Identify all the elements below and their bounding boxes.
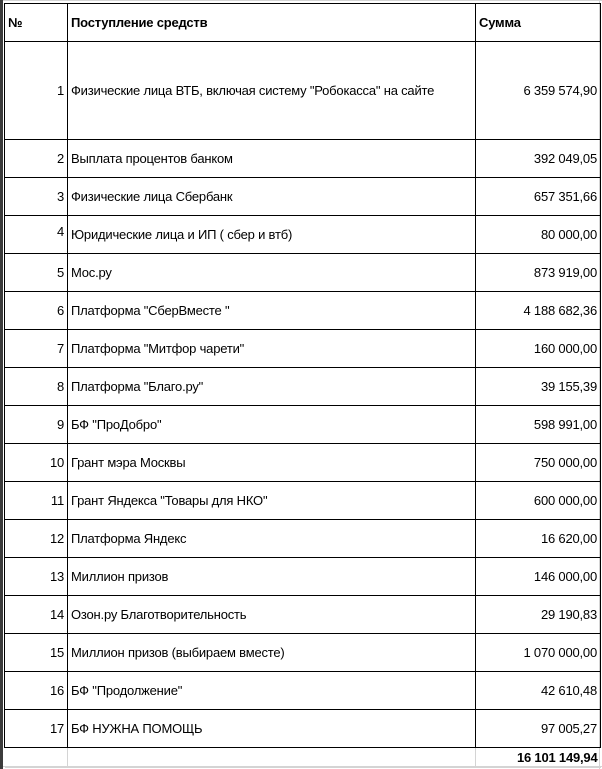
gridline [3,0,602,1]
row-amount[interactable]: 29 190,83 [476,596,601,634]
table-row [5,634,601,672]
table-row [5,254,601,292]
row-amount[interactable]: 146 000,00 [476,558,601,596]
row-amount[interactable]: 873 919,00 [476,254,601,292]
row-number[interactable]: 14 [5,596,68,634]
row-amount[interactable]: 97 005,27 [476,710,601,748]
row-source[interactable]: Платформа "СберВместе " [68,292,476,330]
table-row [5,444,601,482]
table-row [5,482,601,520]
row-source[interactable]: БФ "ПроДобро" [68,406,476,444]
table-row [5,368,601,406]
row-number[interactable]: 2 [5,140,68,178]
row-amount[interactable]: 657 351,66 [476,178,601,216]
table-row [5,672,601,710]
row-source[interactable]: Платформа Яндекс [68,520,476,558]
row-source[interactable]: Мос.ру [68,254,476,292]
row-number[interactable]: 1 [5,42,68,140]
table-row [5,330,601,368]
header-number[interactable]: № [5,4,68,42]
row-amount[interactable]: 750 000,00 [476,444,601,482]
row-source[interactable]: Физические лица Сбербанк [68,178,476,216]
funds-table [4,3,601,768]
row-number[interactable]: 7 [5,330,68,368]
header-source[interactable]: Поступление средств [68,4,476,42]
table-row [5,520,601,558]
table-row [5,42,601,140]
row-source[interactable]: Физические лица ВТБ, включая систему "Робокасса" на сайте [68,42,476,140]
row-number[interactable]: 6 [5,292,68,330]
table-row [5,558,601,596]
table-row [5,710,601,748]
table-row [5,178,601,216]
table-row [5,140,601,178]
row-header-edge [0,0,3,769]
row-number[interactable]: 9 [5,406,68,444]
header-row [5,4,601,42]
total-empty-number[interactable] [5,748,68,768]
row-source[interactable]: Озон.ру Благотворительность [68,596,476,634]
row-number[interactable]: 16 [5,672,68,710]
row-source[interactable]: БФ "Продолжение" [68,672,476,710]
row-amount[interactable]: 1 070 000,00 [476,634,601,672]
row-amount[interactable]: 42 610,48 [476,672,601,710]
row-number[interactable]: 4 [5,216,68,254]
table-row [5,216,601,254]
row-source[interactable]: Миллион призов (выбираем вместе) [68,634,476,672]
row-number[interactable]: 3 [5,178,68,216]
row-amount[interactable]: 80 000,00 [476,216,601,254]
row-amount[interactable]: 39 155,39 [476,368,601,406]
header-amount[interactable]: Сумма [476,4,601,42]
table-row [5,596,601,634]
row-number[interactable]: 11 [5,482,68,520]
row-amount[interactable]: 598 991,00 [476,406,601,444]
table-row [5,406,601,444]
row-number[interactable]: 13 [5,558,68,596]
total-amount[interactable]: 16 101 149,94 [476,748,601,768]
row-source[interactable]: Грант Яндекса "Товары для НКО" [68,482,476,520]
row-amount[interactable]: 600 000,00 [476,482,601,520]
row-source[interactable]: Юридические лица и ИП ( сбер и втб) [68,216,476,254]
row-source[interactable]: Платформа "Благо.ру" [68,368,476,406]
total-row [5,748,601,768]
table-row [5,292,601,330]
row-source[interactable]: Миллион призов [68,558,476,596]
row-amount[interactable]: 392 049,05 [476,140,601,178]
row-amount[interactable]: 6 359 574,90 [476,42,601,140]
row-amount[interactable]: 16 620,00 [476,520,601,558]
row-number[interactable]: 15 [5,634,68,672]
row-amount[interactable]: 160 000,00 [476,330,601,368]
row-amount[interactable]: 4 188 682,36 [476,292,601,330]
row-source[interactable]: Выплата процентов банком [68,140,476,178]
row-number[interactable]: 10 [5,444,68,482]
row-source[interactable]: Грант мэра Москвы [68,444,476,482]
row-source[interactable]: БФ НУЖНА ПОМОЩЬ [68,710,476,748]
total-empty-source[interactable] [68,748,476,768]
row-number[interactable]: 8 [5,368,68,406]
row-number[interactable]: 12 [5,520,68,558]
row-number[interactable]: 5 [5,254,68,292]
row-number[interactable]: 17 [5,710,68,748]
row-source[interactable]: Платформа "Митфор чарети" [68,330,476,368]
